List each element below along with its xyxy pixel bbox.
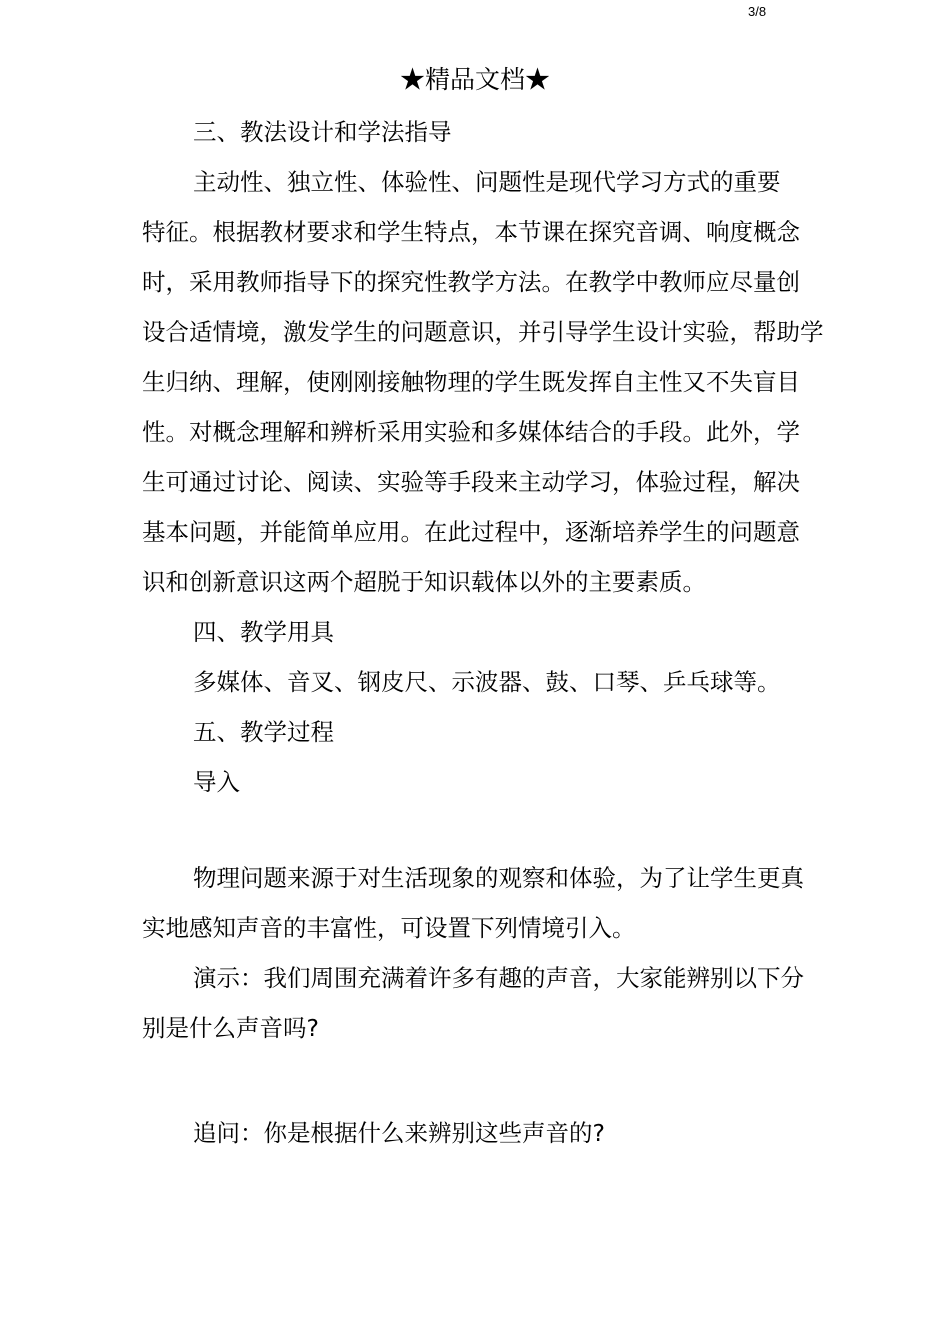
- paragraph-line: 物理问题来源于对生活现象的观察和体验，为了让学生更真: [193, 864, 804, 892]
- section-5-heading: 五、教学过程: [193, 718, 334, 746]
- paragraph-line: 识和创新意识这两个超脱于知识载体以外的主要素质。: [142, 568, 706, 596]
- paragraph-line: 别是什么声音吗?: [142, 1014, 319, 1042]
- paragraph-line: 追问：你是根据什么来辨别这些声音的?: [193, 1119, 605, 1147]
- page-number: 3/8: [748, 4, 767, 19]
- paragraph-line: 特征。根据教材要求和学生特点，本节课在探究音调、响度概念: [142, 218, 800, 246]
- section-5-followup: [142, 1108, 828, 1158]
- document-header: ★精品文档★: [399, 65, 550, 94]
- section-5-intro: [142, 853, 828, 1053]
- paragraph-line: 性。对概念理解和辨析采用实验和多媒体结合的手段。此外，学: [142, 418, 800, 446]
- section-4-heading: 四、教学用具: [193, 618, 334, 646]
- paragraph-line: 设合适情境，激发学生的问题意识，并引导学生设计实验，帮助学: [142, 318, 824, 346]
- paragraph-line: 演示：我们周围充满着许多有趣的声音，大家能辨别以下分: [193, 964, 804, 992]
- paragraph-line: 生可通过讨论、阅读、实验等手段来主动学习，体验过程，解决: [142, 468, 800, 496]
- paragraph-line: 主动性、独立性、体验性、问题性是现代学习方式的重要: [193, 168, 781, 196]
- section-3-heading: 三、教法设计和学法指导: [193, 118, 452, 146]
- section-4-content: 多媒体、音叉、钢皮尺、示波器、鼓、口琴、乒乓球等。: [193, 668, 781, 696]
- section-5-subheading: 导入: [193, 768, 240, 796]
- section-3: [142, 107, 828, 807]
- paragraph-line: 基本问题，并能简单应用。在此过程中，逐渐培养学生的问题意: [142, 518, 800, 546]
- paragraph-line: 时，采用教师指导下的探究性教学方法。在教学中教师应尽量创: [142, 268, 800, 296]
- paragraph-line: 实地感知声音的丰富性，可设置下列情境引入。: [142, 914, 636, 942]
- paragraph-line: 生归纳、理解，使刚刚接触物理的学生既发挥自主性又不失盲目: [142, 368, 800, 396]
